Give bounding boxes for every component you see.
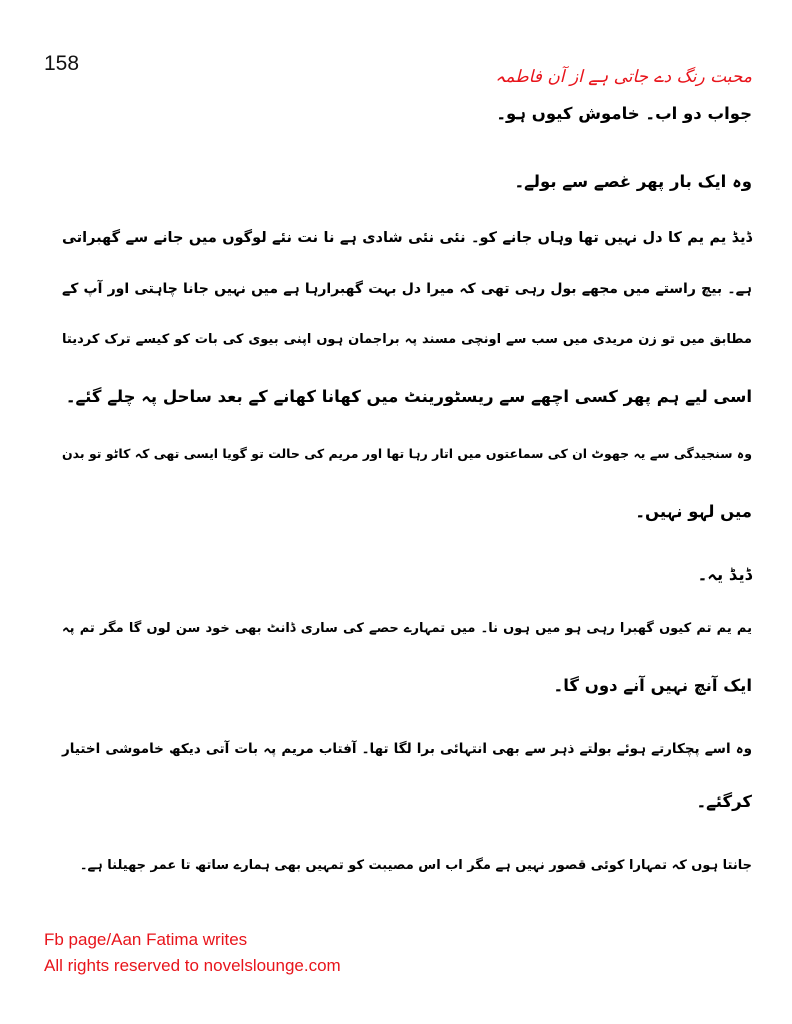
text-line: یم یم تم کیوں گھبرا رہی ہو میں ہوں نا۔ میں تمہارے حصے کی ساری ڈانٹ بھی خود سن لوں گا مگر تم پہ <box>62 621 752 636</box>
footer-rights-notice: All rights reserved to novelslounge.com <box>44 956 341 975</box>
text-line: جانتا ہوں کہ تمہارا کوئی قصور نہیں ہے مگر اب اس مصیبت کو تمہیں بھی ہمارے ساتھ تا عمر جھیلنا ہے۔ <box>79 858 752 873</box>
text-line: وہ ایک بار پھر غصے سے بولے۔ <box>514 172 752 191</box>
text-line: مطابق میں تو زن مریدی میں سب سے اونچی مسند پہ براجمان ہوں اپنی بیوی کی بات کو کیسے ترک کردیتا <box>62 332 752 347</box>
text-line: وہ سنجیدگی سے یہ جھوٹ ان کی سماعتوں میں اتار رہا تھا اور مریم کی حالت تو گویا ایسی تھی کہ کاٹو تو بدن <box>62 446 752 461</box>
text-line: ایک آنچ نہیں آنے دوں گا۔ <box>553 676 752 695</box>
text-line: ہے۔ بیچ راستے میں مجھے بول رہی تھی کہ میرا دل بہت گھبرارہا ہے میں نہیں جانا چاہتی اور آپ کے <box>62 281 752 297</box>
text-line: میں لہو نہیں۔ <box>635 502 752 521</box>
text-line: جواب دو اب۔ خاموش کیوں ہو۔ <box>496 104 752 123</box>
text-line: وہ اسے پچکارتے ہوئے بولتے ذہر سے بھی انتہائی برا لگا تھا۔ آفتاب مریم پہ بات آتی دیکھ خاموشی اختیار <box>62 741 752 757</box>
book-title-header: محبت رنگ دے جاتی ہے از آن فاطمہ <box>495 67 752 87</box>
text-line: ڈیڈ یہ۔ <box>697 565 752 584</box>
footer-facebook-credit: Fb page/Aan Fatima writes <box>44 930 248 949</box>
text-line: کرگئے۔ <box>696 792 752 811</box>
text-line: اسی لیے ہم پھر کسی اچھے سے ریسٹورینٹ میں کھانا کھانے کے بعد ساحل پہ چلے گئے۔ <box>65 387 752 406</box>
text-line: ڈیڈ یم یم کا دل نہیں تھا وہاں جانے کو۔ نئی نئی شادی ہے نا نت نئے لوگوں میں جانے سے گھبراتی <box>62 230 752 246</box>
page-number: 158 <box>44 52 80 75</box>
